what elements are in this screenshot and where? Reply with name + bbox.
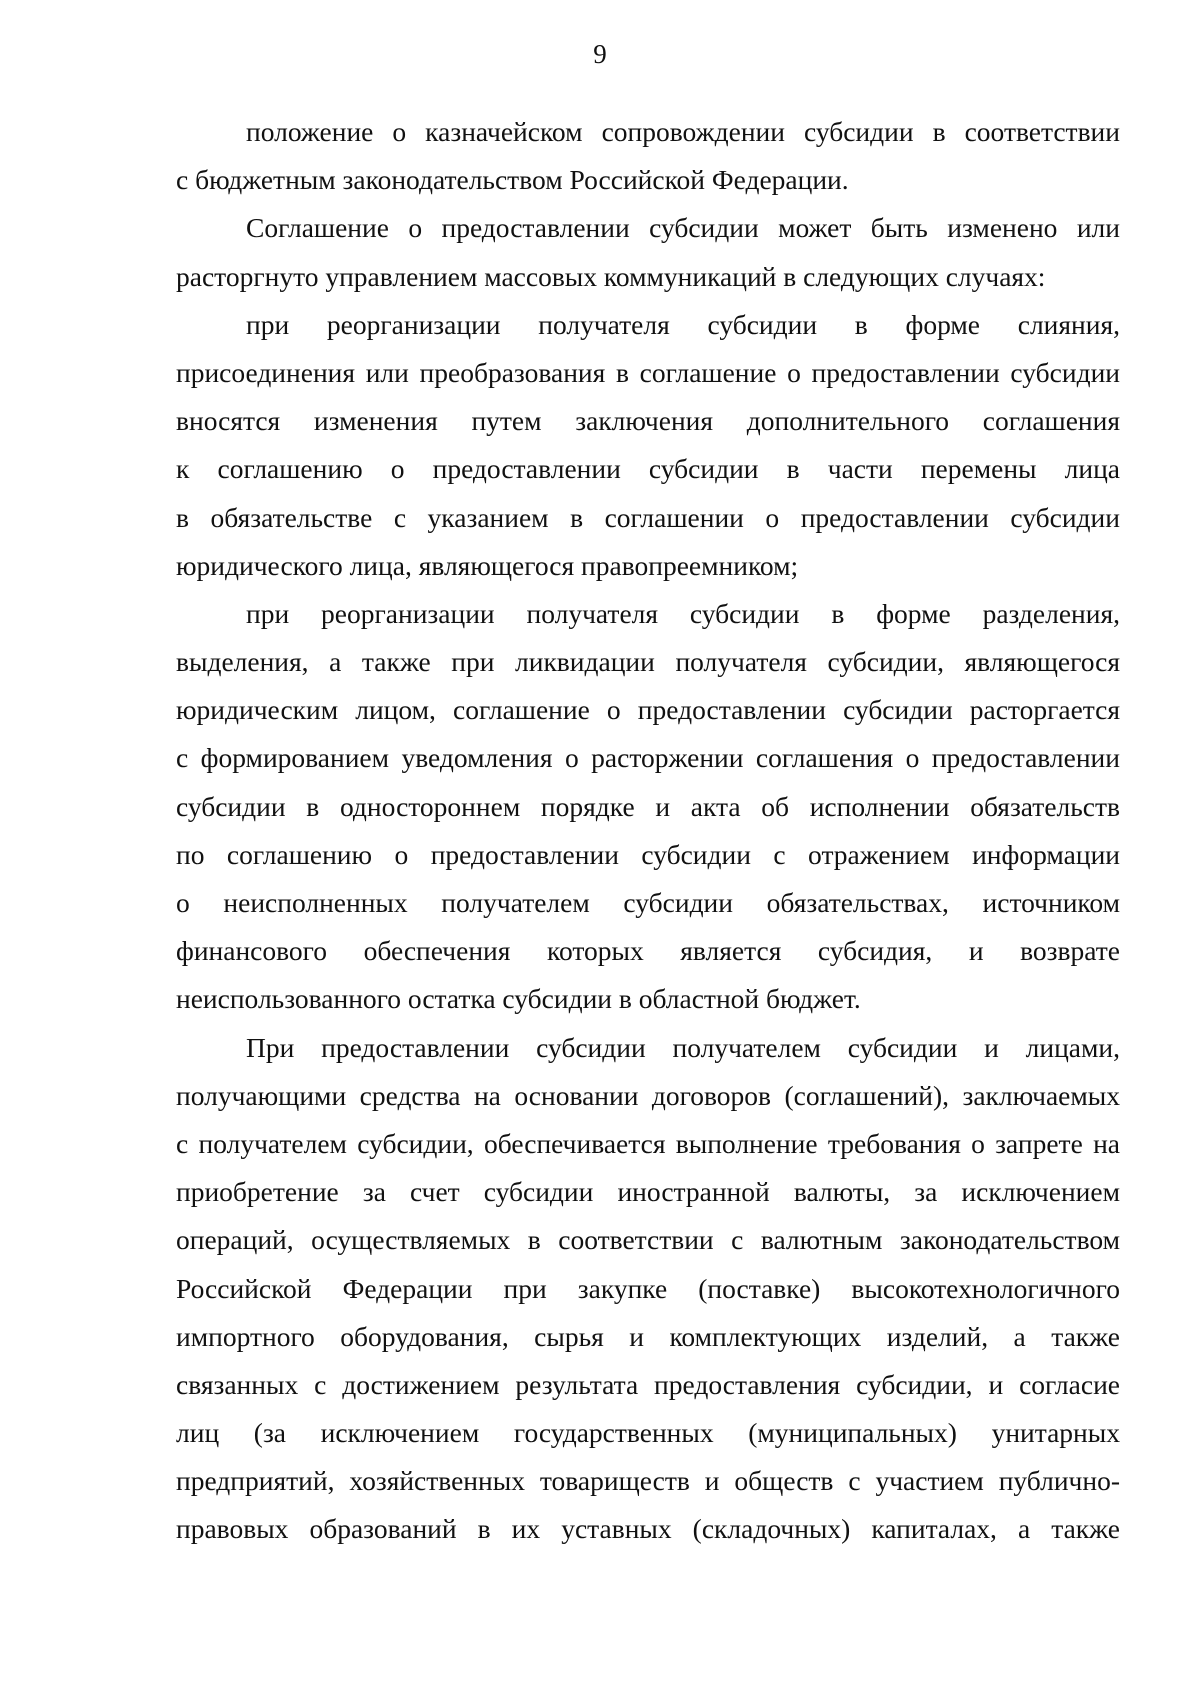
text-line: операций, осуществляемых в соответствии с валютным законодательством <box>176 1224 1120 1256</box>
page-number: 9 <box>593 39 607 69</box>
text-line: правовых образований в их уставных (складочных) капиталах, а также <box>176 1513 1120 1545</box>
text-line: лиц (за исключением государственных (муниципальных) унитарных <box>176 1417 1120 1449</box>
paragraph-agreement-change <box>176 204 1120 300</box>
text-line: по соглашению о предоставлении субсидии с отражением информации <box>176 838 1120 870</box>
text-line: предприятий, хозяйственных товариществ и обществ с участием публично- <box>176 1465 1120 1497</box>
text-line: присоединения или преобразования в соглашение о предоставлении субсидии <box>176 356 1120 388</box>
text-line: к соглашению о предоставлении субсидии в части перемены лица <box>176 453 1120 485</box>
text-line: Российской Федерации при закупке (поставке) высокотехнологичного <box>176 1272 1120 1304</box>
text-line: с получателем субсидии, обеспечивается выполнение требования о запрете на <box>176 1127 1120 1159</box>
paragraph-treasury-support <box>176 108 1120 204</box>
text-line: приобретение за счет субсидии иностранной валюты, за исключением <box>176 1176 1120 1208</box>
text-line: при реорганизации получателя субсидии в форме разделения, <box>246 597 1120 629</box>
text-line: связанных с достижением результата предоставления субсидии, и согласие <box>176 1368 1120 1400</box>
text-line: с бюджетным законодательством Российской Федерации. <box>176 164 849 196</box>
text-line: при реорганизации получателя субсидии в форме слияния, <box>246 308 1120 340</box>
text-line: в обязательстве с указанием в соглашении о предоставлении субсидии <box>176 501 1120 533</box>
paragraph-foreign-currency <box>176 1024 1120 1554</box>
text-line: с формированием уведомления о расторжении соглашения о предоставлении <box>176 742 1120 774</box>
text-line: юридического лица, являющегося правопреемником; <box>176 549 799 581</box>
text-line: положение о казначейском сопровождении субсидии в соответствии <box>246 116 1120 147</box>
paragraph-reorganization-division <box>176 590 1120 1024</box>
text-line: юридическим лицом, соглашение о предоставлении субсидии расторгается <box>176 694 1120 726</box>
text-line: о неисполненных получателем субсидии обязательствах, источником <box>176 887 1120 918</box>
document-body <box>176 108 1120 1554</box>
text-line: субсидии в одностороннем порядке и акта об исполнении обязательств <box>176 790 1120 822</box>
text-line: вносятся изменения путем заключения дополнительного соглашения <box>176 405 1120 437</box>
text-line: расторгнуто управлением массовых коммуникаций в следующих случаях: <box>176 260 1046 292</box>
paragraph-reorganization-merger <box>176 301 1120 590</box>
text-line: получающими средства на основании договоров (соглашений), заключаемых <box>176 1079 1120 1111</box>
text-line: неиспользованного остатка субсидии в областной бюджет. <box>176 983 861 1015</box>
text-line: финансового обеспечения которых является субсидия, и возврате <box>176 935 1120 967</box>
text-line: импортного оборудования, сырья и комплектующих изделий, а также <box>176 1320 1120 1352</box>
text-line: Соглашение о предоставлении субсидии может быть изменено или <box>246 212 1120 244</box>
text-line: При предоставлении субсидии получателем субсидии и лицами, <box>246 1031 1120 1063</box>
text-line: выделения, а также при ликвидации получателя субсидии, являющегося <box>176 646 1120 678</box>
